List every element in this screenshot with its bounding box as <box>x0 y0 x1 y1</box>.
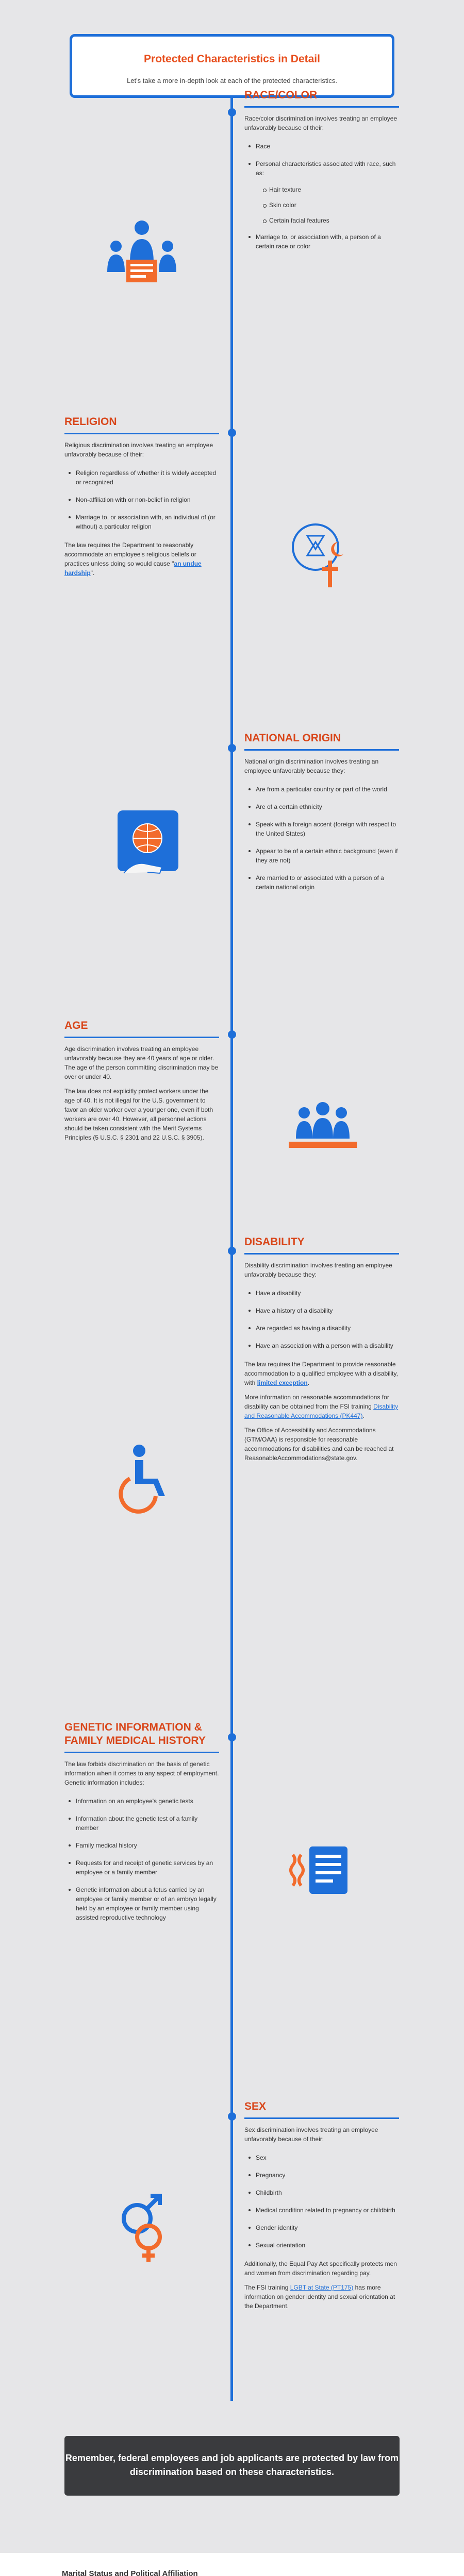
list <box>64 1792 219 1926</box>
list-item: Childbirth <box>244 2184 399 2201</box>
section-age <box>64 1019 219 1147</box>
page-subtitle: Let's take a more in-depth look at each of the protected characteristics. <box>127 77 337 84</box>
section-intro: Sex discrimination involves treating an employee unfavorably because of their: <box>244 2126 378 2143</box>
timeline-dot <box>228 108 236 116</box>
list-item: Are married to or associated with a person of a certain national origin <box>244 869 399 896</box>
list-item: Gender identity <box>244 2219 399 2236</box>
training-link[interactable]: Disability and Reasonable Accommodations (PK447) <box>244 1403 399 1419</box>
section-sex <box>244 2100 399 2316</box>
list <box>244 2149 399 2254</box>
list-item: Religion regardless of whether it is widely accepted or recognized <box>64 464 219 491</box>
text: . <box>92 569 95 577</box>
text: The FSI training <box>244 2284 289 2291</box>
section-intro: National origin discrimination involves treating an employee unfavorably because they: <box>244 758 379 774</box>
banner-text: Remember, federal employees and job applicants are protected by law from discrimination based on these characteristics. <box>65 2453 399 2477</box>
list-item: Appear to be of a certain ethnic background (even if they are not) <box>244 842 399 869</box>
section-genetic <box>64 1721 219 1931</box>
disability-law <box>244 1360 399 1387</box>
list-item: Personal characteristics associated with race, such as: <box>244 155 399 182</box>
section-intro: Religious discrimination involves treating an employee unfavorably because of their: <box>64 442 213 458</box>
timeline-dot <box>228 1247 236 1255</box>
text: More information on reasonable accommodations for disability can be obtained from the FSI training <box>244 1394 389 1410</box>
timeline-dot <box>228 1733 236 1741</box>
section-title: SEX <box>244 2100 399 2119</box>
sex-paragraph: Additionally, the Equal Pay Act specifically protects men and women from discrimination regarding pay. <box>244 2260 397 2277</box>
timeline-dot <box>228 2112 236 2121</box>
section-title: NATIONAL ORIGIN <box>244 732 399 751</box>
section-religion <box>64 415 219 583</box>
timeline-line <box>230 72 233 2401</box>
list-item: Are regarded as having a disability <box>244 1319 399 1337</box>
lgbt-training-link[interactable]: LGBT at State (PT175) <box>290 2284 354 2291</box>
list <box>244 138 399 255</box>
disability-office: The Office of Accessibility and Accommodations (GTM/OAA) is responsible for reasonable accommodations for disabilities and can be reached at ReasonableAccommodations@state.gov. <box>244 1427 394 1462</box>
list-item: Non-affiliation with or non-belief in religion <box>64 491 219 509</box>
list-item: Are from a particular country or part of the world <box>244 781 399 798</box>
list <box>244 1284 399 1354</box>
wheelchair-icon <box>103 1443 191 1520</box>
list-item: Requests for and receipt of genetic services by an employee or a family member <box>64 1854 219 1881</box>
section-race <box>244 89 399 260</box>
text: has more information on gender identity and sexual orientation at the Department. <box>244 2284 395 2310</box>
age-group-icon <box>278 1097 366 1175</box>
section-intro: Race/color discrimination involves treating an employee unfavorably because of their: <box>244 115 397 131</box>
list-subitem: Certain facial features <box>244 213 399 228</box>
list-item: Are of a certain ethnicity <box>244 798 399 816</box>
age-paragraph: The law does not explicitly protect workers under the age of 40. It is not illegal for the U.S. government to favor an older worker over a younger one, even if both workers are over 40. However, all personnel actions should be taken consistent with the Merit Systems Principles (5 U.S.C. § 2301 and 22 U.S.C. § 3905). <box>64 1088 213 1141</box>
page-title: Protected Characteristics in Detail <box>144 53 320 65</box>
timeline-dot <box>228 429 236 437</box>
list-item: Have a disability <box>244 1284 399 1302</box>
list-item: Marriage to, or association with, a person of a certain race or color <box>244 228 399 255</box>
reminder-banner <box>64 2436 400 2496</box>
list-item: Sexual orientation <box>244 2236 399 2254</box>
list-item: Medical condition related to pregnancy or childbirth <box>244 2201 399 2219</box>
list-item: Family medical history <box>64 1837 219 1854</box>
undue-hardship-link[interactable]: an undue hardship <box>64 560 202 577</box>
list-item: Race <box>244 138 399 155</box>
text: The law requires the Department to reasonably accommodate an employee's religious beliefs or practices unless doing so would cause <box>64 541 196 567</box>
gender-symbols-icon <box>103 2190 191 2267</box>
section-disability <box>244 1235 399 1468</box>
timeline-dot <box>228 744 236 752</box>
list-item: Marriage to, or association with, an individual of (or without) a particular religion <box>64 509 219 535</box>
list-item: Speak with a foreign accent (foreign with respect to the United States) <box>244 816 399 842</box>
marital-political-section <box>0 2553 464 2576</box>
list-item: Information about the genetic test of a family member <box>64 1810 219 1837</box>
list-item: Sex <box>244 2149 399 2166</box>
age-paragraph: Age discrimination involves treating an employee unfavorably because they are 40 years of age or older. The age of the person committing discrimination may be over or under 40. <box>64 1045 219 1080</box>
section-intro: The law forbids discrimination on the basis of genetic information when it comes to any aspect of employment. Genetic information includes: <box>64 1760 219 1786</box>
list-subitem: Hair texture <box>244 182 399 197</box>
section-title: RELIGION <box>64 415 219 434</box>
list-item: Genetic information about a fetus carried by an employee or family member or of an embryo legally held by an employee or family member using assisted reproductive technology <box>64 1881 219 1926</box>
religion-law: The law requires the Department to reasonably accommodate an employee's religious beliefs or practices unless doing so would cause "an undue hardship". <box>64 541 202 577</box>
people-group-icon <box>98 216 186 294</box>
section-title: GENETIC INFORMATION & FAMILY MEDICAL HISTORY <box>64 1721 219 1753</box>
list-item: Pregnancy <box>244 2166 399 2184</box>
globe-hand-icon <box>103 806 191 884</box>
list-subitem: Skin color <box>244 197 399 213</box>
text: . <box>307 1379 310 1386</box>
limited-exception-link[interactable]: limited exception <box>257 1379 308 1386</box>
section-title: AGE <box>64 1019 219 1038</box>
list-item: Information on an employee's genetic tests <box>64 1792 219 1810</box>
timeline-dot <box>228 1030 236 1039</box>
section-title: RACE/COLOR <box>244 89 399 108</box>
medical-record-icon <box>278 1834 366 1911</box>
disability-more: More information on reasonable accommodations for disability can be obtained from the FSI training Disability and Reasonable Accommodations (PK447). <box>244 1394 399 1419</box>
text: The law requires the Department to provide reasonable accommodation to a qualified employee with a disability, with <box>244 1361 398 1386</box>
section-intro: Disability discrimination involves treating an employee unfavorably because they: <box>244 1262 392 1278</box>
section-heading: Marital Status and Political Affiliation <box>62 2569 198 2576</box>
list-item: Have an association with a person with a disability <box>244 1337 399 1354</box>
religious-symbols-icon <box>278 515 366 592</box>
sex-training <box>244 2283 399 2311</box>
list-item: Have a history of a disability <box>244 1302 399 1319</box>
list <box>64 464 219 535</box>
section-national-origin <box>244 732 399 901</box>
section-title: DISABILITY <box>244 1235 399 1255</box>
list <box>244 781 399 896</box>
